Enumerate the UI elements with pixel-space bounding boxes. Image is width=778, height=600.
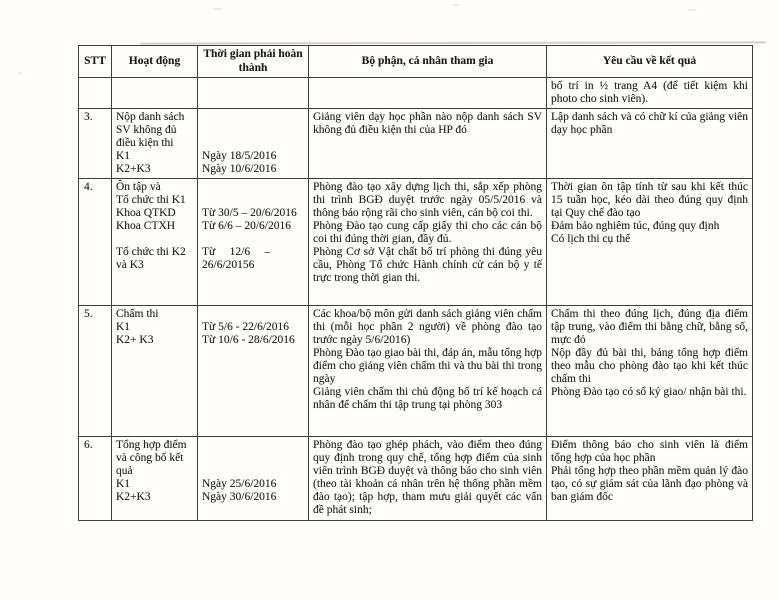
participants-paragraphs: Giảng viên dạy học phần nào nộp danh sách SV không đủ điều kiện thi của HP đó	[313, 111, 542, 136]
table-row	[79, 306, 753, 437]
cell-hoat-dong	[112, 306, 198, 437]
cell-yeu-cau	[547, 179, 753, 306]
scan-artifact	[688, 9, 697, 11]
cell-stt: 5.	[79, 306, 112, 437]
requirements-paragraphs: Lập danh sách và có chữ kí của giảng viên dạy học phần	[551, 111, 748, 136]
header-cell-bo-phan: Bộ phận, cá nhân tham gia	[309, 46, 547, 78]
scan-artifact	[212, 8, 222, 10]
deadline-lines: Ngày 25/6/2016 Ngày 30/6/2016	[202, 478, 277, 503]
cell-hoat-dong	[112, 109, 198, 179]
cell-thoi-gian	[198, 437, 309, 521]
requirements-paragraphs: Chấm thi theo đúng lịch, đúng địa điểm tập trung, vào điểm thi bằng chữ, bằng số, mực đỏ Nộp đầy đủ bài thi, bảng tổng hợp điểm theo mẫu cho phòng đào tạo khi kết thúc chấm thi Phòng Đào tạo có sổ ký giao/ nhận bài thi.	[551, 308, 748, 398]
cell-empty	[309, 78, 547, 109]
table-row	[79, 179, 753, 306]
table-header-row	[79, 46, 753, 78]
cell-stt: 6.	[79, 437, 112, 521]
cell-yeu-cau	[547, 306, 753, 437]
table-row	[79, 437, 753, 521]
cell-empty	[112, 78, 198, 109]
activity-lines: Ôn tập và Tổ chức thi K1 Khoa QTKD Khoa CTXH Tổ chức thi K2 và K3	[116, 181, 186, 271]
participants-paragraphs: Phòng đào tạo xây dựng lịch thi, sắp xếp phòng thi trình BGĐ duyệt trước ngày 05/5/2016 và thông báo rộng rãi cho sinh viên, cán bộ coi thi. Phòng Đào tạo cung cấp giấy thi cho các cán bộ coi thi đúng thời gian, đầy đủ. Phòng Cơ sở Vật chất bố trí phòng thi đúng yêu cầu, Phòng Tổ chức Hành chính cử cán bộ y tế trực trong thời gian thi.	[313, 181, 542, 284]
header-cell-thoi-gian: Thời gian phải hoàn thành	[198, 46, 309, 78]
cell-yeu-cau	[547, 109, 753, 179]
activity-lines: Chấm thi K1 K2+ K3	[116, 308, 159, 346]
cell-stt: 3.	[79, 109, 112, 179]
requirements-paragraphs: Điểm thông báo cho sinh viên là điểm tổng hợp của học phần Phải tổng hợp theo phần mềm quản lý đào tạo, có sự giám sát của lãnh đạo phòng và ban giám đốc	[551, 439, 748, 503]
participants-paragraphs: Phòng đào tạo ghép phách, vào điểm theo đúng quy định trong quy chế, tổng hợp điểm của sinh viên trình BGĐ duyệt và thông báo cho sinh viên (theo tài khoản cá nhân trên hệ thống phần mềm đào tạo); tập hợp, tham mưu giải quyết các vấn đề phát sinh;	[313, 439, 542, 516]
deadline-lines: Từ 5/6 - 22/6/2016 Từ 10/6 - 28/6/2016	[202, 321, 295, 346]
deadline-lines: Ngày 18/5/2016 Ngày 10/6/2016	[202, 150, 277, 175]
cell-hoat-dong	[112, 179, 198, 306]
participants-paragraphs: Các khoa/bộ môn gửi danh sách giảng viên chấm thi (mỗi học phần 2 người) về phòng đào tạo trước ngày 5/6/2016) Phòng Đào tạo giao bài thi, đáp án, mẫu tổng hợp điểm cho giảng viên chấm thi và thu bài thi trong ngày Giảng viên chấm thi chủ động bố trí kế hoạch cá nhân để chấm thi tập trung tại phòng 303	[313, 308, 542, 411]
exam-schedule-table	[78, 45, 753, 521]
header-cell-hoat-dong: Hoạt động	[112, 46, 198, 78]
header-cell-yeu-cau: Yêu cầu về kết quả	[547, 46, 753, 78]
cell-yeu-cau	[547, 437, 753, 521]
cell-bo-phan	[309, 109, 547, 179]
cell-yeu-cau	[547, 78, 753, 109]
cell-empty	[79, 78, 112, 109]
header-cell-stt: STT	[79, 46, 112, 78]
cell-stt: 4.	[79, 179, 112, 306]
table-row	[79, 109, 753, 179]
cell-thoi-gian	[198, 109, 309, 179]
cell-thoi-gian	[198, 179, 309, 306]
activity-lines: Tổng hợp điểm và công bố kết quả K1 K2+K3	[116, 439, 187, 503]
cell-bo-phan	[309, 306, 547, 437]
deadline-lines: Từ 30/5 – 20/6/2016 Từ 6/6 – 20/6/2016 Từ 12/6 – 26/6/20156	[202, 207, 297, 271]
continuation-row	[79, 78, 753, 109]
continuation-text: bố trí in ½ trang A4 (để tiết kiệm khi photo cho sinh viên).	[551, 80, 748, 105]
cell-bo-phan	[309, 179, 547, 306]
cell-empty	[198, 78, 309, 109]
scan-artifact	[452, 4, 460, 6]
cell-bo-phan	[309, 437, 547, 521]
cell-hoat-dong	[112, 437, 198, 521]
activity-lines: Nộp danh sách SV không đủ điều kiện thi K1 K2+K3	[116, 111, 185, 175]
scan-artifact	[18, 72, 21, 75]
cell-thoi-gian	[198, 306, 309, 437]
requirements-paragraphs: Thời gian ôn tập tính từ sau khi kết thúc 15 tuần học, kéo dài theo đúng quy định tại Quy chế đào tạo Đảm bảo nghiêm túc, đúng quy định Có lịch thi cụ thể	[551, 181, 748, 245]
